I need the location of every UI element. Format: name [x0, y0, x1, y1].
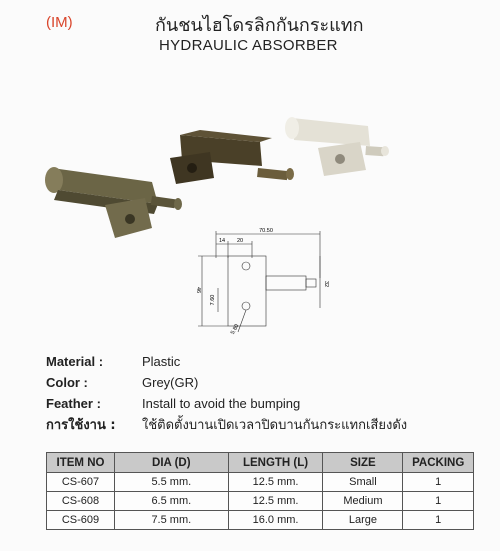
- cell-packing: 1: [403, 473, 474, 492]
- dim-right: 32: [323, 280, 329, 288]
- cell-dia: 6.5 mm.: [114, 492, 228, 511]
- cell-size: Small: [323, 473, 403, 492]
- dim-a: 14: [218, 238, 226, 244]
- spec-label: Material :: [46, 354, 104, 369]
- cell-item-no: CS-609: [47, 511, 115, 530]
- cell-size: Medium: [323, 492, 403, 511]
- cell-packing: 1: [403, 511, 474, 530]
- cell-length: 12.5 mm.: [228, 473, 323, 492]
- cell-size: Large: [323, 511, 403, 530]
- spec-value: Grey(GR): [142, 375, 199, 390]
- spec-value: Install to avoid the bumping: [142, 396, 301, 411]
- spec-label: Feather :: [46, 396, 101, 411]
- table-row: [47, 511, 474, 530]
- dim-height: 46: [195, 286, 201, 294]
- item-table: [46, 452, 474, 530]
- product-code: (IM): [46, 14, 73, 31]
- cell-packing: 1: [403, 492, 474, 511]
- cell-length: 12.5 mm.: [228, 492, 323, 511]
- page-title-thai: กันชนไฮโดรลิกกันกระแทก: [155, 15, 364, 36]
- col-item-no: ITEM NO: [47, 453, 115, 473]
- dim-dia: 7.60: [210, 294, 216, 306]
- cell-dia: 7.5 mm.: [114, 511, 228, 530]
- cell-item-no: CS-607: [47, 473, 115, 492]
- spec-label: Color :: [46, 375, 88, 390]
- table-row: [47, 492, 474, 511]
- dim-b: 20: [236, 238, 244, 244]
- col-size: SIZE: [323, 453, 403, 473]
- absorber-olive: [45, 167, 182, 238]
- cell-item-no: CS-608: [47, 492, 115, 511]
- spec-label: การใช้งาน :: [46, 418, 116, 433]
- absorber-brown: [170, 130, 294, 184]
- cell-length: 16.0 mm.: [228, 511, 323, 530]
- col-dia: DIA (D): [114, 453, 228, 473]
- table-row: [47, 473, 474, 492]
- page-title: HYDRAULIC ABSORBER: [159, 37, 338, 54]
- spec-value: ใช้ติดตั้งบานเปิดเวลาปิดบานกันกระแทกเสียงดัง: [142, 418, 408, 433]
- technical-drawing: [188, 228, 328, 340]
- spec-value: Plastic: [142, 354, 181, 369]
- cell-dia: 5.5 mm.: [114, 473, 228, 492]
- dim-total: 70.50: [259, 228, 273, 234]
- table-header-row: [47, 453, 474, 473]
- col-packing: PACKING: [403, 453, 474, 473]
- col-length: LENGTH (L): [228, 453, 323, 473]
- dim-hole: 5.80: [229, 323, 241, 336]
- absorber-white: [285, 117, 389, 176]
